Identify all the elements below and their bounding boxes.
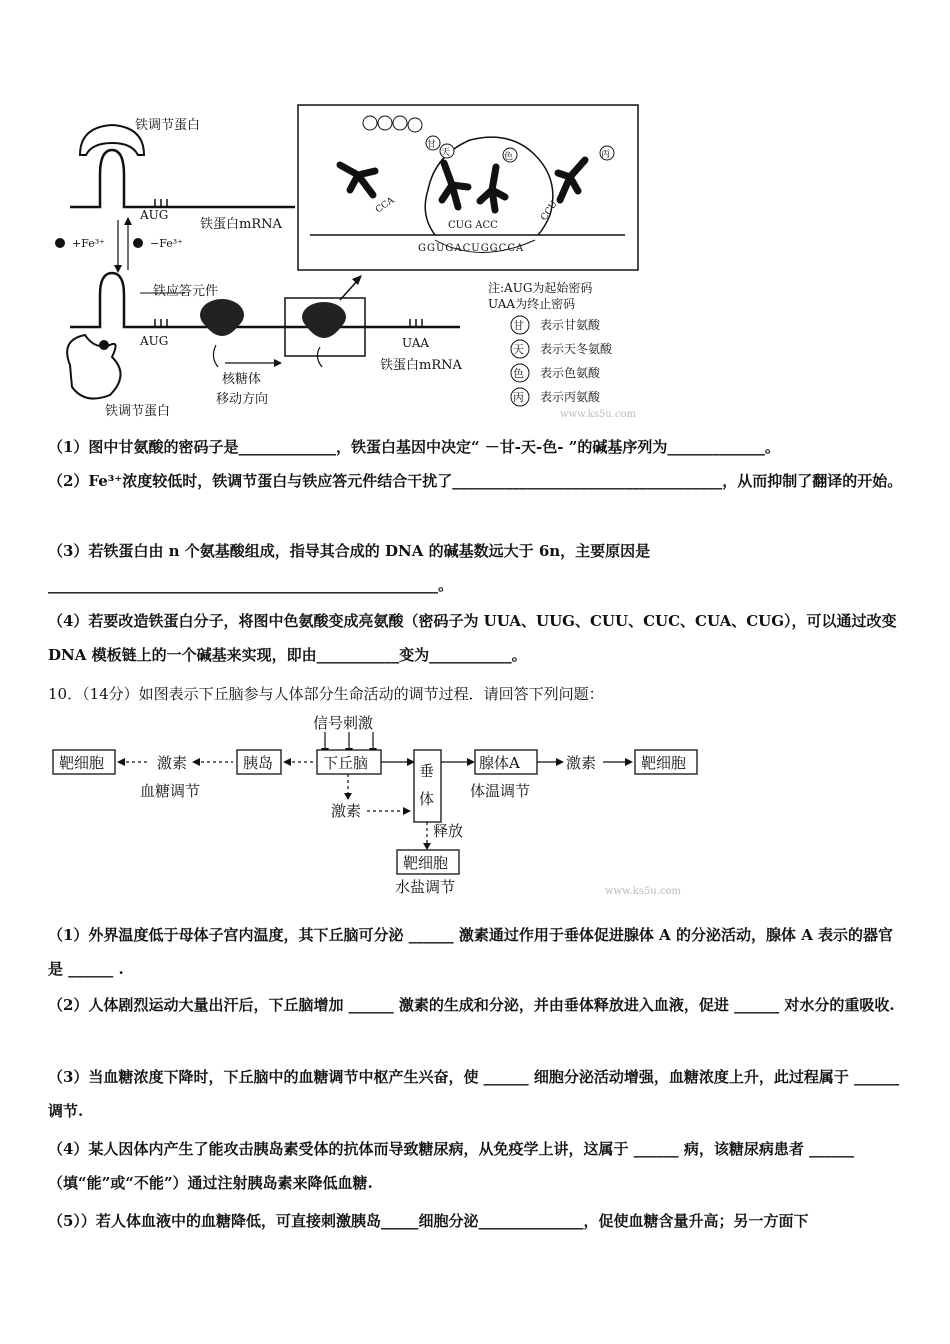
hypothalamus-regulation-diagram: [45, 708, 705, 903]
label-water-salt: 水盐调节: [395, 878, 456, 896]
box-pituitary-1: 垂: [419, 762, 435, 780]
note-2: UAA为终止密码: [488, 297, 576, 311]
note-1: 注:AUG为起始密码: [488, 281, 593, 295]
legend-glyph: 色: [513, 367, 524, 380]
aa-asp: 天: [441, 148, 451, 158]
q10-part-4: （4）某人因体内产生了能攻击胰岛素受体的抗体而导致糖尿病，从免疫学上讲，这属于 ______ 病，该糖尿病患者 ______（填“能”或“不能”）通过注射胰岛素来降低血糖.: [48, 1140, 855, 1192]
label-release: 释放: [433, 822, 464, 840]
box-gland-a: 腺体A: [479, 754, 520, 772]
box-pituitary-2: 体: [419, 790, 435, 808]
label-blood-sugar: 血糖调节: [140, 782, 201, 800]
fe-dot-left: [55, 238, 65, 248]
label-ribosome-dir-2: 移动方向: [216, 392, 269, 407]
legend-glyph: 丙: [513, 391, 524, 404]
label-ire: 铁应答元件: [153, 284, 219, 299]
q9-part-3: （3）若铁蛋白由 n 个氨基酸组成，指导其合成的 DNA 的碱基数远大于 6n，主要原因是____________________________________________________。: [48, 542, 651, 594]
ribosome-2: [302, 302, 346, 367]
q10-header: 10．（14分）如图表示下丘脑参与人体部分生命活动的调节过程．请回答下列问题：: [48, 685, 604, 703]
bottom-mrna: [70, 273, 460, 327]
label-signal: 信号刺激: [313, 714, 374, 732]
legend-text: 表示丙氨酸: [540, 390, 601, 404]
aa-trp: 色: [504, 152, 514, 162]
label-hormone-down: 激素: [331, 802, 362, 820]
iron-reg-protein-bound: [67, 335, 120, 399]
box-islet: 胰岛: [243, 754, 274, 772]
legend-text: 表示色氨酸: [540, 366, 601, 380]
label-ferritin-mrna-bottom: 铁蛋白mRNA: [380, 358, 462, 373]
q9-part-1: （1）图中甘氨酸的密码子是_____________，铁蛋白基因中决定“ －甘-天-色- ”的碱基序列为_____________。: [48, 438, 780, 456]
q9-part-2: （2）Fe³⁺浓度较低时，铁调节蛋白与铁应答元件结合干扰了____________________________________，从而抑制了翻译的开始。: [48, 472, 903, 490]
label-hormone-right: 激素: [566, 754, 597, 772]
aa-gly: 甘: [427, 140, 437, 150]
inset-anticodon-1: CCA: [373, 195, 397, 216]
legend-text: 表示天冬氨酸: [540, 342, 613, 356]
label-hormone-left: 激素: [157, 754, 188, 772]
label-aug-bottom: AUG: [140, 334, 169, 348]
label-ferritin-mrna-top: 铁蛋白mRNA: [200, 217, 282, 232]
q10-part-5: （5））若人体血液中的血糖降低，可直接刺激胰岛_____细胞分泌______________，促使血糖含量升高；另一方面下: [48, 1212, 809, 1230]
label-ribosome-dir-1: 核糖体: [222, 372, 262, 387]
fe-dot-right: [133, 238, 143, 248]
label-iron-reg-protein-bottom: 铁调节蛋白: [105, 404, 171, 419]
legend-glyph: 甘: [513, 319, 524, 332]
ferritin-translation-figure: [40, 95, 650, 425]
box-target-bottom: 靶细胞: [403, 854, 449, 872]
box-hypothalamus: 下丘脑: [323, 754, 369, 772]
label-temp-reg: 体温调节: [470, 782, 531, 800]
label-aug-top: AUG: [140, 208, 169, 222]
watermark-2: www.ks5u.com: [605, 886, 681, 897]
label-iron-reg-protein-top: 铁调节蛋白: [135, 118, 201, 133]
q10-part-1: （1）外界温度低于母体子宫内温度，其下丘脑可分泌 ______ 激素通过作用于垂体促进腺体 A 的分泌活动，腺体 A 表示的器官是 ______ .: [48, 926, 894, 978]
aa-ala: 丙: [601, 150, 611, 160]
inset-mrna: GGUGACUGGCCA: [418, 243, 525, 254]
top-mrna-hairpin: [70, 125, 295, 207]
legend-glyph: 天: [513, 343, 524, 356]
inset-anticodon-2: CUG ACC: [448, 220, 498, 231]
legend-text: 表示甘氨酸: [540, 318, 601, 332]
label-uaa: UAA: [402, 336, 430, 350]
inset-anticodon-3: CCU: [539, 199, 560, 223]
q10-part-2: （2）人体剧烈运动大量出汗后，下丘脑增加 ______ 激素的生成和分泌，并由垂体释放进入血液，促进 ______ 对水分的重吸收.: [48, 996, 895, 1014]
watermark-1: www.ks5u.com: [560, 409, 636, 420]
q9-part-4: （4）若要改造铁蛋白分子，将图中色氨酸变成亮氨酸（密码子为 UUA、UUG、CUU、CUC、CUA、CUG），可以通过改变 DNA 模板链上的一个碱基来实现，即由___________变为___________。: [48, 612, 897, 664]
ribosome-1: [200, 299, 244, 367]
box-target-right: 靶细胞: [641, 754, 687, 772]
legend: [511, 316, 613, 406]
box-target-left: 靶细胞: [59, 754, 105, 772]
label-plus-fe: +Fe³⁺: [72, 237, 105, 250]
label-minus-fe: −Fe³⁺: [150, 237, 183, 250]
q10-part-3: （3）当血糖浓度下降时，下丘脑中的血糖调节中枢产生兴奋，使 ______ 细胞分泌活动增强，血糖浓度上升，此过程属于 ______ 调节.: [48, 1068, 900, 1120]
